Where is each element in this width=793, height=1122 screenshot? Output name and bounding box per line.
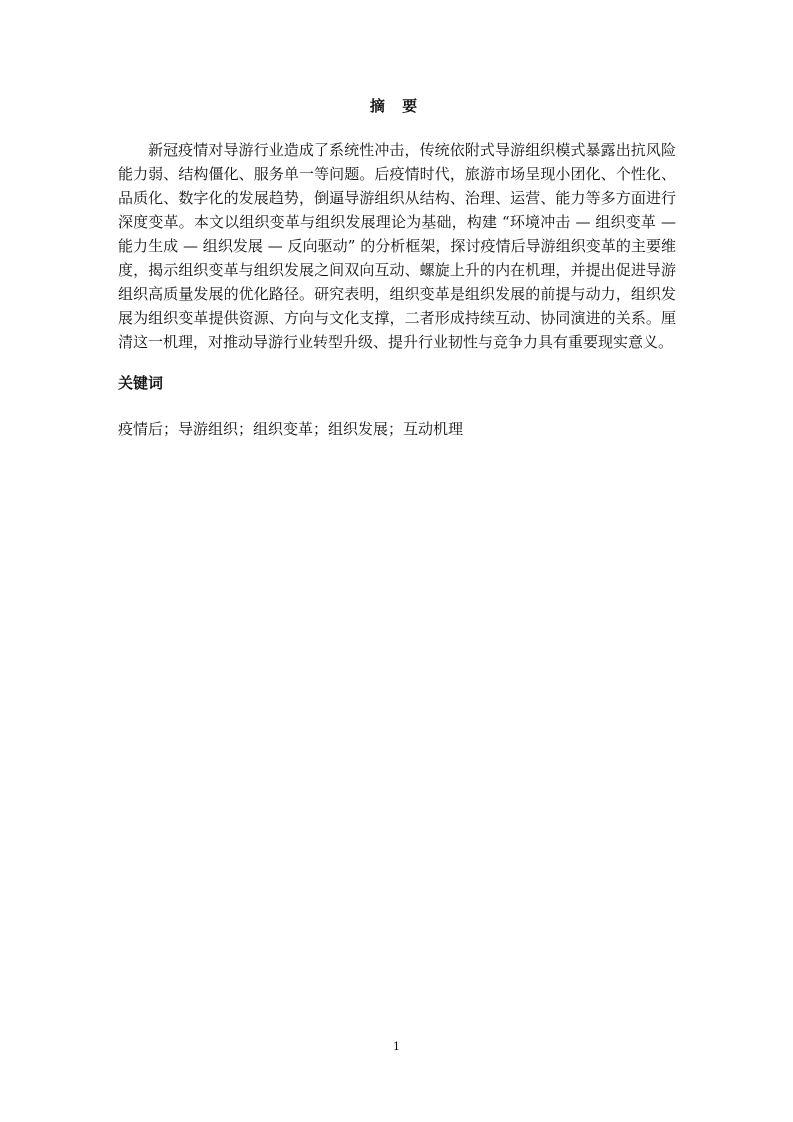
abstract-body: 新冠疫情对导游行业造成了系统性冲击，传统依附式导游组织模式暴露出抗风险能力弱、结构僵化、服务单一等问题。后疫情时代，旅游市场呈现小团化、个性化、品质化、数字化的发展趋势，倒逼导游组织从结构、治理、运营、能力等多方面进行深度变革。本文以组织变革与组织发展理论为基础，构建 “环境冲击 — 组织变革 — 能力生成 — 组织发展 — 反向驱动” 的分析框架，探讨疫情后导游组织变革的主要维度，揭示组织变革与组织发展之间双向互动、螺旋上升的内在机理，并提出促进导游组织高质量发展的优化路径。研究表明，组织变革是组织发展的前提与动力，组织发展为组织变革提供资源、方向与文化支撑，二者形成持续互动、协同演进的关系。厘清这一机理，对推动导游行业转型升级、提升行业韧性与竞争力具有重要现实意义。 — [118, 141, 676, 351]
keywords-list: 疫情后；导游组织；组织变革；组织发展；互动机理 — [118, 420, 464, 438]
abstract-title: 摘 要 — [369, 97, 424, 115]
page-number: 1 — [393, 1040, 400, 1053]
keywords-heading: 关键词 — [118, 374, 164, 392]
